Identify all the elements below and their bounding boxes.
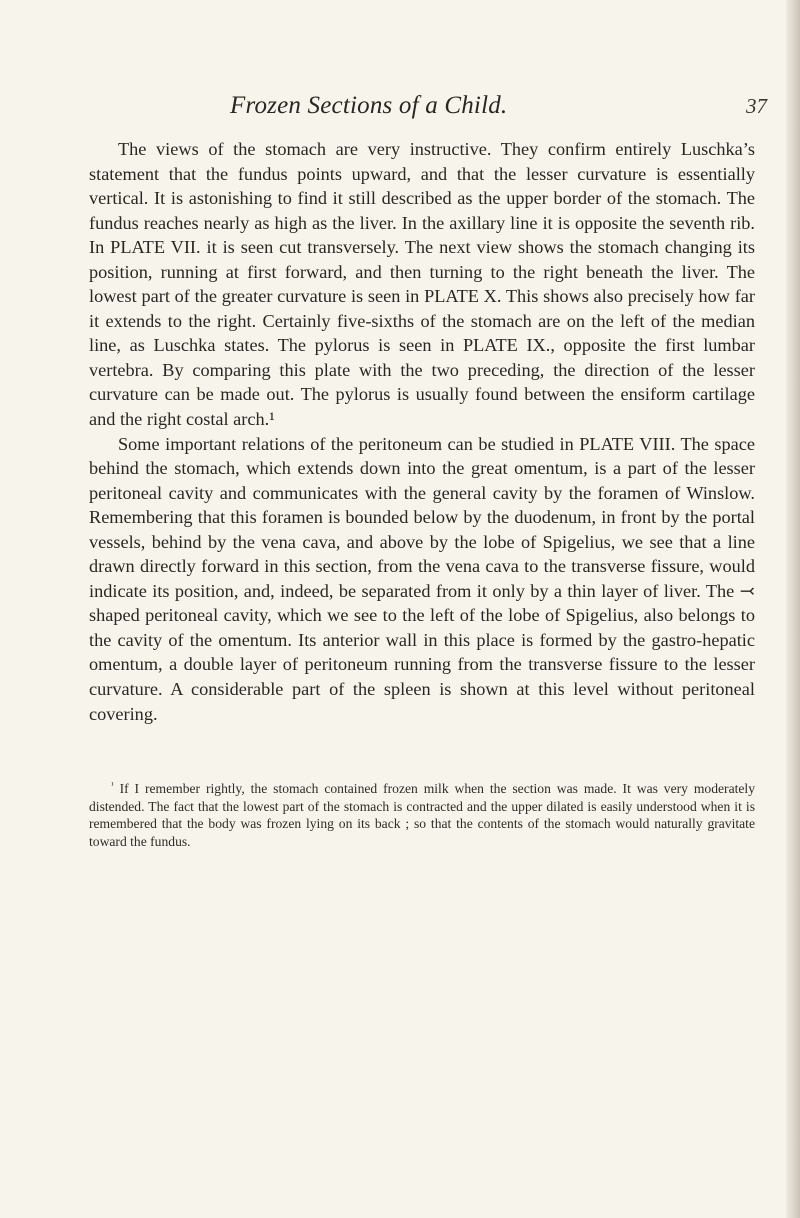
- footnote-paragraph: [89, 780, 755, 851]
- page-number: 37: [746, 94, 767, 118]
- running-title: Frozen Sections of a Child.: [230, 92, 508, 119]
- page-edge: [786, 0, 800, 1218]
- footnote: [89, 780, 755, 851]
- footnote-text: If I remember rightly, the stomach contained frozen milk when the section was made. It was very moderately distended. The fact that the lowest part of the stomach is contracted and the upper dilated is easily understood when it is remembered that the body was frozen lying on its back ; so that the contents of the stomach would naturally gravitate toward the fundus.: [89, 781, 755, 850]
- paragraph-peritoneum: Some important relations of the peritoneum can be studied in PLATE VIII. The space behind the stomach, which extends down into the great omentum, is a part of the lesser peritoneal cavity and communicates with the general cavity by the foramen of Winslow. Remembering that this foramen is bounded below by the duodenum, in front by the portal vessels, behind by the vena cava, and above by the lobe of Spigelius, we see that a line drawn directly forward in this section, from the vena cava to the transverse fissure, would indicate its position, and, indeed, be separated from it only by a thin layer of liver. The ⤙ shaped peritoneal cavity, which we see to the left of the lobe of Spigelius, also belongs to the cavity of the omentum. Its anterior wall in this place is formed by the gastro-hepatic omentum, a double layer of peritoneum running from the transverse fissure to the lesser curvature. A considerable part of the spleen is shown at this level without peritoneal covering.: [89, 433, 755, 724]
- running-head: [0, 91, 800, 121]
- footnote-marker: ¹: [111, 780, 114, 790]
- body-text: [89, 137, 755, 726]
- paragraph-stomach-views: The views of the stomach are very instructive. They confirm entirely Luschka’s statement that the fundus points upward, and that the lesser curvature is essentially vertical. It is astonishing to find it still described as the upper border of the stomach. The fundus reaches nearly as high as the liver. In the axillary line it is opposite the seventh rib. In PLATE VII. it is seen cut transversely. The next view shows the stomach changing its position, running at first forward, and then turning to the right beneath the liver. The lowest part of the greater curvature is seen in PLATE X. This shows also precisely how far it extends to the right. Certainly five-sixths of the stomach are on the left of the median line, as Luschka states. The pylorus is seen in PLATE IX., opposite the first lumbar vertebra. By comparing this plate with the two preceding, the direction of the lesser curvature can be made out. The pylorus is usually found between the ensiform cartilage and the right costal arch.¹: [89, 139, 755, 430]
